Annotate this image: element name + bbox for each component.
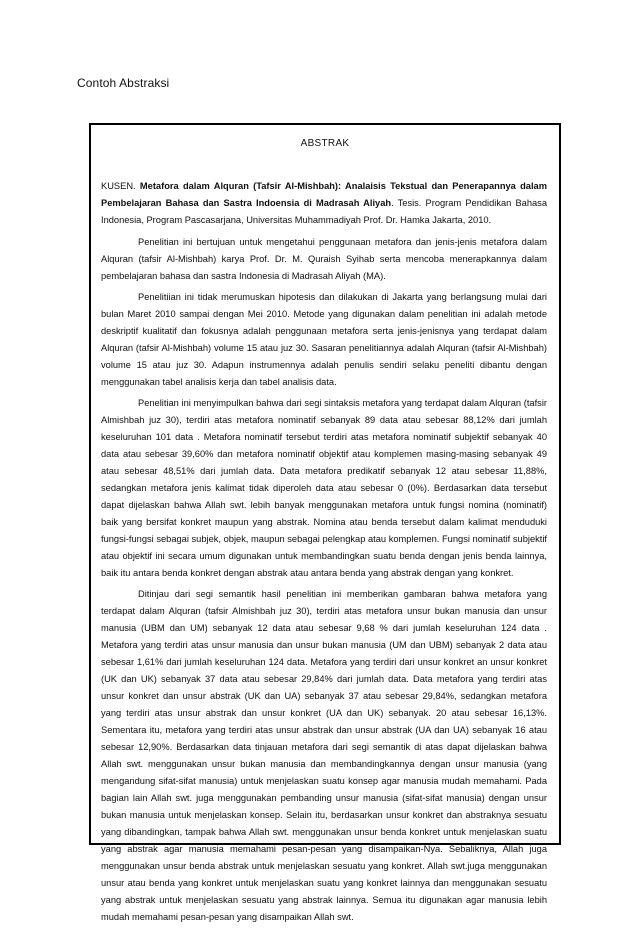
citation-author: KUSEN. — [101, 181, 136, 191]
abstract-title: ABSTRAK — [300, 138, 350, 149]
citation-title: Metafora dalam Alquran (Tafsir Al-Mishbah): Analaisis Tekstual dan Penerapannya dalam Pembelajaran Bahasa dan Sastra Indoensia di Madrasah Aliyah — [101, 181, 547, 208]
page-heading: Contoh Abstraksi — [77, 76, 170, 90]
citation — [101, 178, 547, 229]
abstract-body — [101, 178, 547, 930]
paragraph-semantic-findings: Ditinjau dari segi semantik hasil penelitian ini memberikan gambaran bahwa metafora yang terdapat dalam Alquran (tafsir Almishbah juz 30), terdiri atas metafora unsur bukan manusia dan unsur manusia (UBM dan UM) sebanyak 12 data atau sebesar 9,68 % dari jumlah keseluruhan 124 data . Metafora yang terdiri atas unsur manusia dan unsur bukan manusia (UM dan UBM) sebanyak 2 data atau sebesar 1,61% dari jumlah keseluruhan 124 data. Metafora yang terdiri dari unsur konkret an unsur konkret (UK dan UK) sebanyak 37 data atau sebesar 29,84% dari jumlah data. Data metafora yang terdiri atas unsur konkret dan unsur abstrak (UK dan UA) sebanyak 37 atau sebesar 29,84%, sedangkan metafora yang terdiri atas unsur abstrak dan unsur konkret (UA dan UK) sebanyak. 20 atau sebesar 16,13%. Sementara itu, metafora yang terdiri atas unsur abstrak dan unsur abstrak (UA dan UA) sebanyak 16 atau sebesar 12,90%. Berdasarkan data tinjauan metafora dari segi semantik di atas dapat dijelaskan bahwa Allah swt. menggunakan unsur bukan manusia dan membandingkannya dengan unsur manusia (yang mengandung sifat-sifat manusia) untuk menjelaskan suatu konsep agar manusia mudah memahami. Pada bagian lain Allah swt. juga menggunakan pembanding unsur manusia (sifat-sifat manusia) dengan unsur bukan manusia untuk menjelaskan konsep. Selain itu, berdasarkan unsur konkret dan abstraknya sesuatu yang dibandingkan, tampak bahwa Allah swt. menggunakan unsur benda konkret untuk menjelaskan suatu yang abstrak agar manusia memahami pesan-pesan yang disampaikan-Nya. Sebaliknya, Allah juga menggunakan unsur benda abstrak untuk menjelaskan sesuatu yang konkret. Allah swt.juga menggunakan unsur atau benda yang konkret untuk menjelaskan suatu yang konkret lainnya dan menggunakan sesuatu yang abstrak untuk menjelaskan sesuatu yang abstrak lainnya. Semua itu digunakan agar manusia lebih mudah memahami pesan-pesan yang disampaikan Allah swt. — [101, 589, 547, 922]
paragraph-syntax-findings: Penelitian ini menyimpulkan bahwa dari segi sintaksis metafora yang terdapat dalam Alquran (tafsir Almishbah juz 30), terdiri atas metafora nominatif sebanyak 89 data atau sebesar 88,12% dari jumlah keseluruhan 101 data . Metafora nominatif tersebut terdiri atas metafora nominatif subjektif sebanyak 40 data atau sebesar 39,60% dan metafora nominatif objektif atau komplemen masing-masing sebanyak 49 atau sebesar 48,51% dari jumlah data. Data metafora predikatif sebanyak 12 atau sebesar 11,88%, sedangkan metafora jenis kalimat tidak diperoleh data atau sebesar 0 (0%). Berdasarkan data tersebut dapat dijelaskan bahwa Allah swt. lebih banyak menggunakan metafora untuk fungsi nomina (nominatif) baik yang bersifat konkret maupun yang abstrak. Nomina atau benda tersebut dalam kalimat menduduki fungsi-fungsi sebagai subjek, objek, maupun sebagai pelengkap atau komplemen. Fungsi nominatif subjektif atau objektif ini secara umum digunakan untuk membandingkan suatu benda dengan jenis benda lainnya, baik itu antara benda konkret dengan abstrak atau antara benda yang abstrak dengan yang konkret. — [101, 398, 547, 578]
abstract-box — [89, 123, 561, 922]
citation-details: . Tesis. Program Pendidikan Bahasa Indonesia, Program Pascasarjana, Universitas Muhammadiyah Prof. Dr. Hamka Jakarta, 2010. — [101, 198, 547, 225]
paragraph-purpose: Penelitian ini bertujuan untuk mengetahui penggunaan metafora dan jenis-jenis metafora dalam Alquran (tafsir Al-Mishbah) karya Prof. Dr. M. Quraish Syihab serta mencoba menerapkannya dalam pembelajaran bahasa dan sastra Indonesia di Madrasah Aliyah (MA). — [101, 237, 547, 281]
paragraph-method: Penelitiian ini tidak merumuskan hipotesis dan dilakukan di Jakarta yang berlangsung mulai dari bulan Maret 2010 sampai dengan Mei 2010. Metode yang digunakan dalam penelitian ini adalah metode deskriptif kualitatif dan fokusnya adalah penggunaan metafora serta jenis-jenisnya yang terdapat dalam Alquran (tafsir Al-Mishbah) volume 15 atau juz 30. Sasaran penelitiannya adalah Alquran (tafsir Al-Mishbah) volume 15 atau juz 30. Adapun instrumennya adalah penulis sendiri selaku peneliti dibantu dengan menggunakan tabel analisis kerja dan tabel analisis data. — [101, 292, 547, 387]
